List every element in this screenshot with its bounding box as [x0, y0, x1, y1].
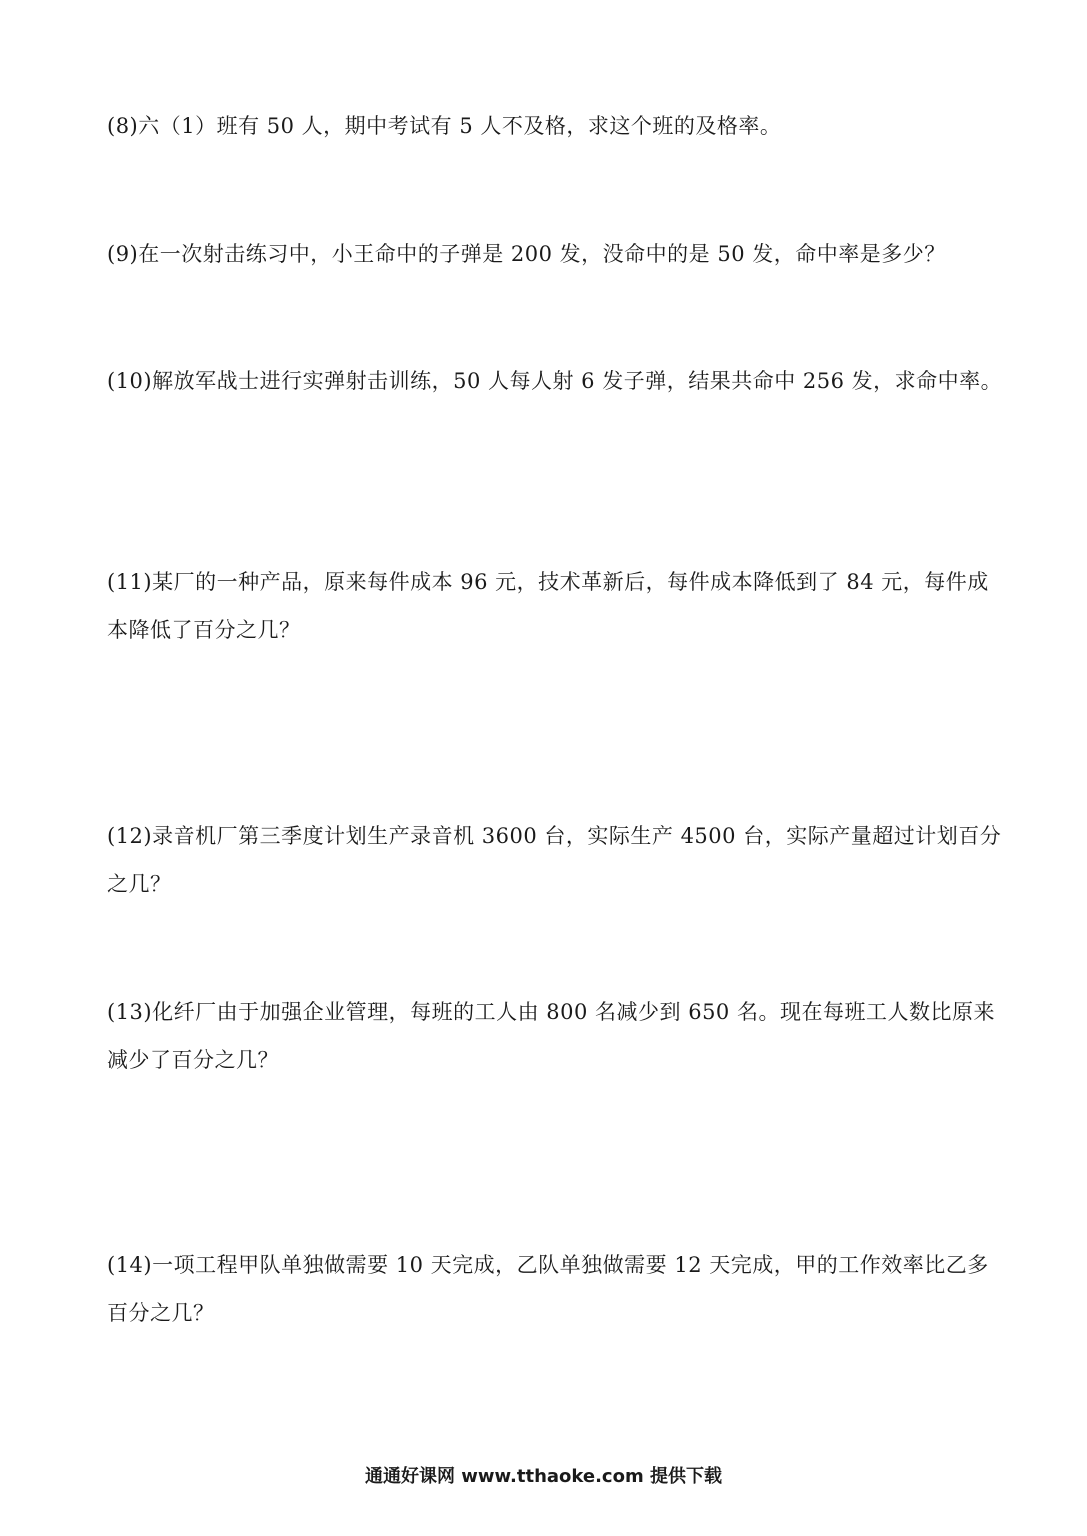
question-line: (13)化纤厂由于加强企业管理，每班的工人由 800 名减少到 650 名。现在每班工人数比原来: [107, 1000, 995, 1024]
question-line: (12)录音机厂第三季度计划生产录音机 3600 台，实际生产 4500 台，实际产量超过计划百分: [107, 824, 1002, 848]
question-10: [107, 357, 1003, 405]
question-line: (10)解放军战士进行实弹射击训练，50 人每人射 6 发子弹，结果共命中 256 发，求命中率。: [107, 369, 1003, 393]
question-13: [107, 988, 995, 1084]
question-line: 减少了百分之几？: [107, 1048, 279, 1072]
question-line: (9)在一次射击练习中，小王命中的子弹是 200 发，没命中的是 50 发，命中率是多少？: [107, 242, 946, 266]
question-9: [107, 230, 987, 278]
question-11: [107, 558, 987, 654]
question-line: 本降低了百分之几？: [107, 618, 301, 642]
question-8: [107, 102, 987, 150]
question-line: 百分之几？: [107, 1301, 215, 1325]
question-14: [107, 1241, 987, 1337]
question-line: (11)某厂的一种产品，原来每件成本 96 元，技术革新后，每件成本降低到了 84 元，每件成: [107, 570, 989, 594]
question-line: 之几？: [107, 872, 172, 896]
question-line: (8)六（1）班有 50 人，期中考试有 5 人不及格，求这个班的及格率。: [107, 114, 782, 138]
page-footer: 通通好课网 www.tthaoke.com 提供下载: [365, 1466, 722, 1487]
question-12: [107, 812, 1002, 908]
question-line: (14)一项工程甲队单独做需要 10 天完成，乙队单独做需要 12 天完成，甲的工作效率比乙多: [107, 1253, 989, 1277]
